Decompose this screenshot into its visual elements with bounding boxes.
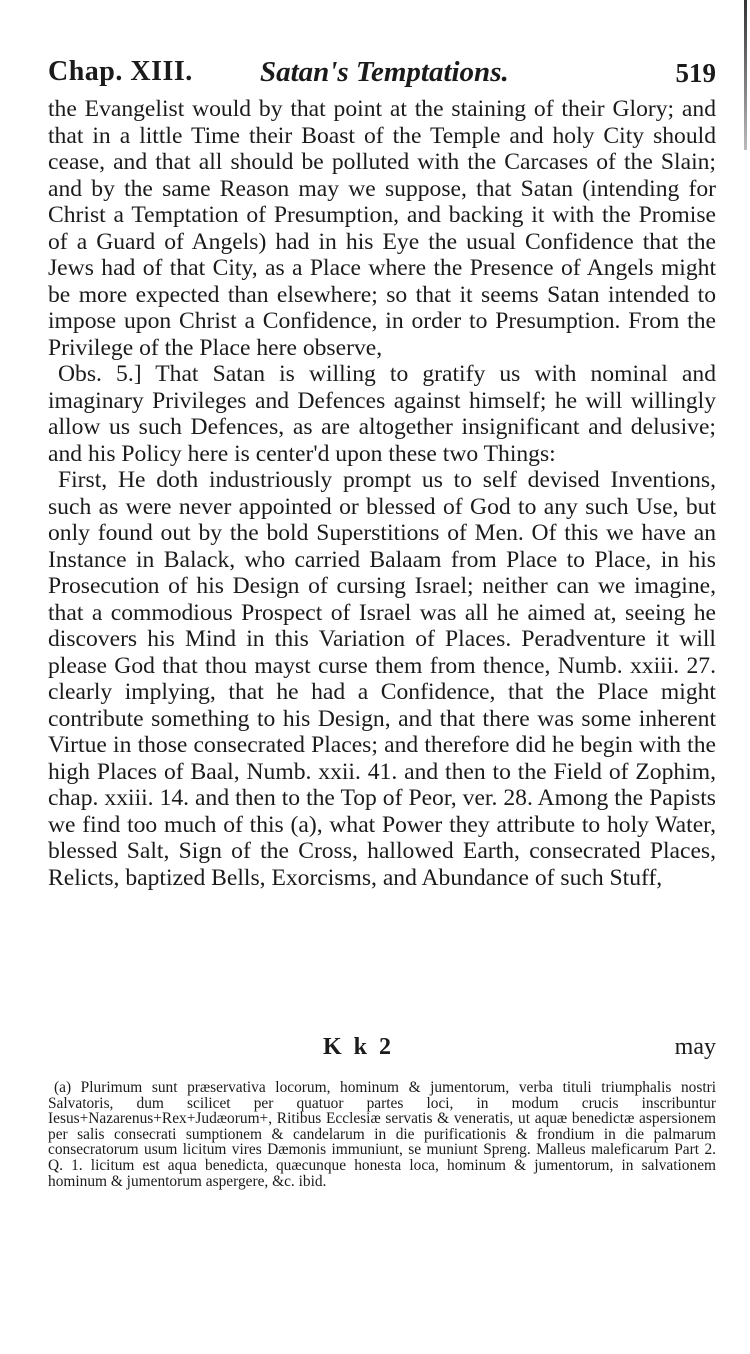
page-number: 519 [675,58,716,88]
footnote [48,1080,716,1189]
running-header [48,56,716,96]
main-text [48,96,716,891]
running-title: Satan's Temptations. [260,56,509,88]
paragraph-continuation: the Evangelist would by that point at the staining of their Glory; and that in a little Time their Boast of the Temple and holy City should cease, and that all should be polluted with the Carcases of the Slain; and by the same Reason may we suppose, that Satan (intending for Christ a Temptation of Presumption, and backing it with the Promise of a Guard of Angels) had in his Eye the usual Confidence that the Jews had of that City, as a Place where the Presence of Angels might be more expected than elsewhere; so that it seems Satan intended to impose upon Christ a Confidence, in order to Presumption. From the Privilege of the Place here observe, [48,96,716,361]
chapter-label: Chap. XIII. [48,56,193,87]
signature-mark: K k 2 [323,1034,395,1060]
footnote-text: (a) Plurimum sunt præservativa locorum, hominum & jumentorum, verba tituli triumphalis nostri Salvatoris, dum scilicet per quatuor partes loci, in modum crucis inscribuntur Iesus+Nazarenus+Rex+Judæorum+, Ritibus Ecclesiæ servatis & veneratis, ut aquæ benedictæ aspersionem per salis consecrati sumptionem & candelarum in die purificationis & frondium in die palmarum consecratorum usum licitum vires Dæmonis immuniunt, se muniunt Spreng. Malleus maleficarum Part 2. Q. 1. licitum est aqua benedicta, quæcunque honesta loca, hominum & jumentorum, in salvationem hominum & jumentorum aspergere, &c. ibid. [48,1079,716,1190]
paragraph-observation: Obs. 5.] That Satan is willing to gratify us with nominal and imaginary Privileges and Defences against himself; he will willingly allow us such Defences, as are altogether insignificant and delusive; and his Policy here is center'd upon these two Things: [48,361,716,467]
page-edge-mark [744,0,747,150]
catchword: may [674,1034,716,1060]
page-foot-line [48,1034,716,1064]
paragraph-first: First, He doth industriously prompt us to self devised Inventions, such as were never appointed or blessed of God to any such Use, but only found out by the bold Superstitions of Men. Of this we have an Instance in Balack, who carried Balaam from Place to Place, in his Prosecution of his Design of cursing Israel; neither can we imagine, that a commodious Prospect of Israel was all he aimed at, seeing he discovers his Mind in this Variation of Places. Peradventure it will please God that thou mayst curse them from thence, Numb. xxiii. 27. clearly implying, that he had a Confidence, that the Place might contribute something to his Design, and that there was some inherent Virtue in those consecrated Places; and therefore did he begin with the high Places of Baal, Numb. xxii. 41. and then to the Field of Zophim, chap. xxiii. 14. and then to the Top of Peor, ver. 28. Among the Papists we find too much of this (a), what Power they attribute to holy Water, blessed Salt, Sign of the Cross, hallowed Earth, consecrated Places, Relicts, baptized Bells, Exorcisms, and Abundance of such Stuff, [48,467,716,891]
